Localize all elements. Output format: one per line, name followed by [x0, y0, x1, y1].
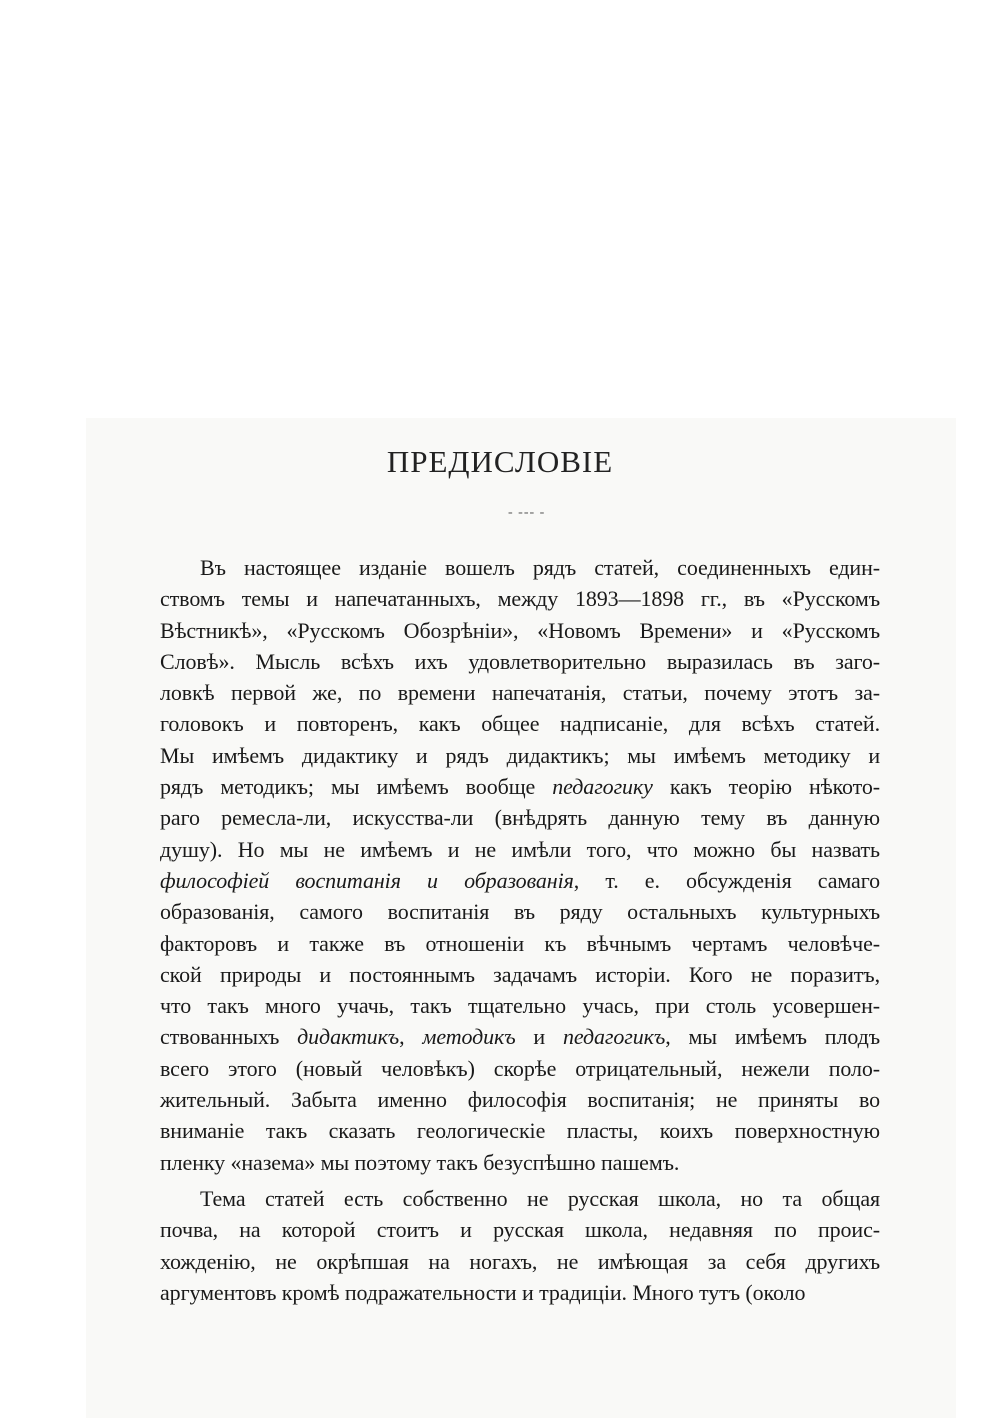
text-segment: образованія, самого воспитанія въ ряду остальныхъ культурныхъ — [160, 899, 880, 925]
text-line — [160, 1246, 880, 1277]
text-line — [160, 1084, 880, 1115]
text-segment: жительный. Забыта именно философія воспитанія; не приняты во — [160, 1087, 880, 1113]
italic-text: философіей воспитанія и образованія — [160, 867, 574, 893]
text-segment: Тема статей есть собственно не русская школа, но та общая — [200, 1185, 880, 1211]
text-segment: какъ теорію нѣкото- — [652, 774, 881, 800]
text-line — [160, 896, 880, 927]
text-line — [160, 959, 880, 990]
text-line — [160, 834, 880, 865]
text-segment: Мы имѣемъ дидактику и рядъ дидактикъ; мы имѣемъ методику и — [160, 742, 880, 768]
text-segment: аргументовъ кромѣ подражательности и традиціи. Много тутъ (около — [160, 1279, 806, 1305]
text-segment: , мы имѣемъ плодъ — [665, 1024, 880, 1050]
text-segment: Вѣстникѣ», «Русскомъ Обозрѣніи», «Новомъ Времени» и «Русскомъ — [160, 617, 880, 643]
text-segment: пленку «назема» мы поэтому такъ безуспѣшно пашемъ. — [160, 1149, 680, 1175]
text-line — [160, 928, 880, 959]
text-line — [160, 646, 880, 677]
text-segment: и — [515, 1024, 563, 1050]
preface-body — [160, 552, 880, 1308]
text-line — [160, 1183, 880, 1214]
text-segment: вниманіе такъ сказать геологическіе пласты, коихъ поверхностную — [160, 1118, 880, 1144]
text-line — [160, 615, 880, 646]
text-segment: , т. е. обсужденія самаго — [573, 867, 880, 893]
italic-text: методикъ — [422, 1024, 516, 1050]
text-segment: Въ настоящее изданіе вошелъ рядъ статей, соединенныхъ един- — [200, 555, 880, 580]
paragraph — [160, 552, 880, 1178]
text-line — [160, 583, 880, 614]
text-line — [160, 552, 880, 583]
italic-text: дидактикъ — [297, 1024, 400, 1050]
text-line — [160, 865, 880, 896]
text-line — [160, 677, 880, 708]
text-segment: раго ремесла-ли, искусства-ли (внѣдрять данную тему въ данную — [160, 805, 880, 831]
text-segment: всего этого (новый человѣкъ) скорѣе отрицательный, нежели поло- — [160, 1055, 880, 1081]
text-line — [160, 1021, 880, 1052]
text-line — [160, 708, 880, 739]
page-title: ПРЕДИСЛОВІЕ — [386, 444, 614, 479]
text-segment: ловкѣ первой же, по времени напечатанія, статьи, почему этотъ за- — [160, 680, 880, 706]
text-line — [160, 740, 880, 771]
italic-text: педагогикъ — [562, 1024, 666, 1050]
text-segment: головокъ и повторенъ, какъ общее надписаніе, для всѣхъ статей. — [160, 711, 880, 737]
text-line — [160, 771, 880, 802]
text-line — [160, 990, 880, 1021]
text-segment: хожденію, не окрѣпшая на ногахъ, не имѣющая за себя другихъ — [160, 1248, 880, 1274]
italic-text: педагогику — [552, 774, 653, 800]
text-segment: факторовъ и также въ отношеніи къ вѣчнымъ чертамъ человѣче- — [160, 930, 880, 956]
text-segment: что такъ много учачь, такъ тщательно учась, при столь усовершен- — [160, 993, 880, 1019]
text-segment: Словѣ». Мысль всѣхъ ихъ удовлетворительно выразилась въ заго- — [160, 648, 880, 674]
text-line — [160, 1053, 880, 1084]
text-line — [160, 1277, 880, 1308]
text-segment: рядъ методикъ; мы имѣемъ вообще — [160, 774, 553, 800]
text-segment: ской природы и постояннымъ задачамъ исторіи. Кого не поразитъ, — [160, 961, 880, 987]
text-line — [160, 1214, 880, 1245]
text-line — [160, 1115, 880, 1146]
text-segment: ствованныхъ — [160, 1024, 298, 1050]
text-segment: , — [399, 1024, 423, 1050]
text-line — [160, 1147, 880, 1178]
text-segment: почва, на которой стоитъ и русская школа, недавняя по проис- — [160, 1217, 880, 1243]
text-segment: ствомъ темы и напечатанныхъ, между 1893—1898 гг., въ «Русскомъ — [160, 586, 880, 612]
text-segment: душу). Но мы не имѣемъ и не имѣли того, что можно бы назвать — [160, 836, 880, 862]
paragraph — [160, 1183, 880, 1308]
title-ornament: - --- - — [508, 505, 546, 520]
text-line — [160, 802, 880, 833]
